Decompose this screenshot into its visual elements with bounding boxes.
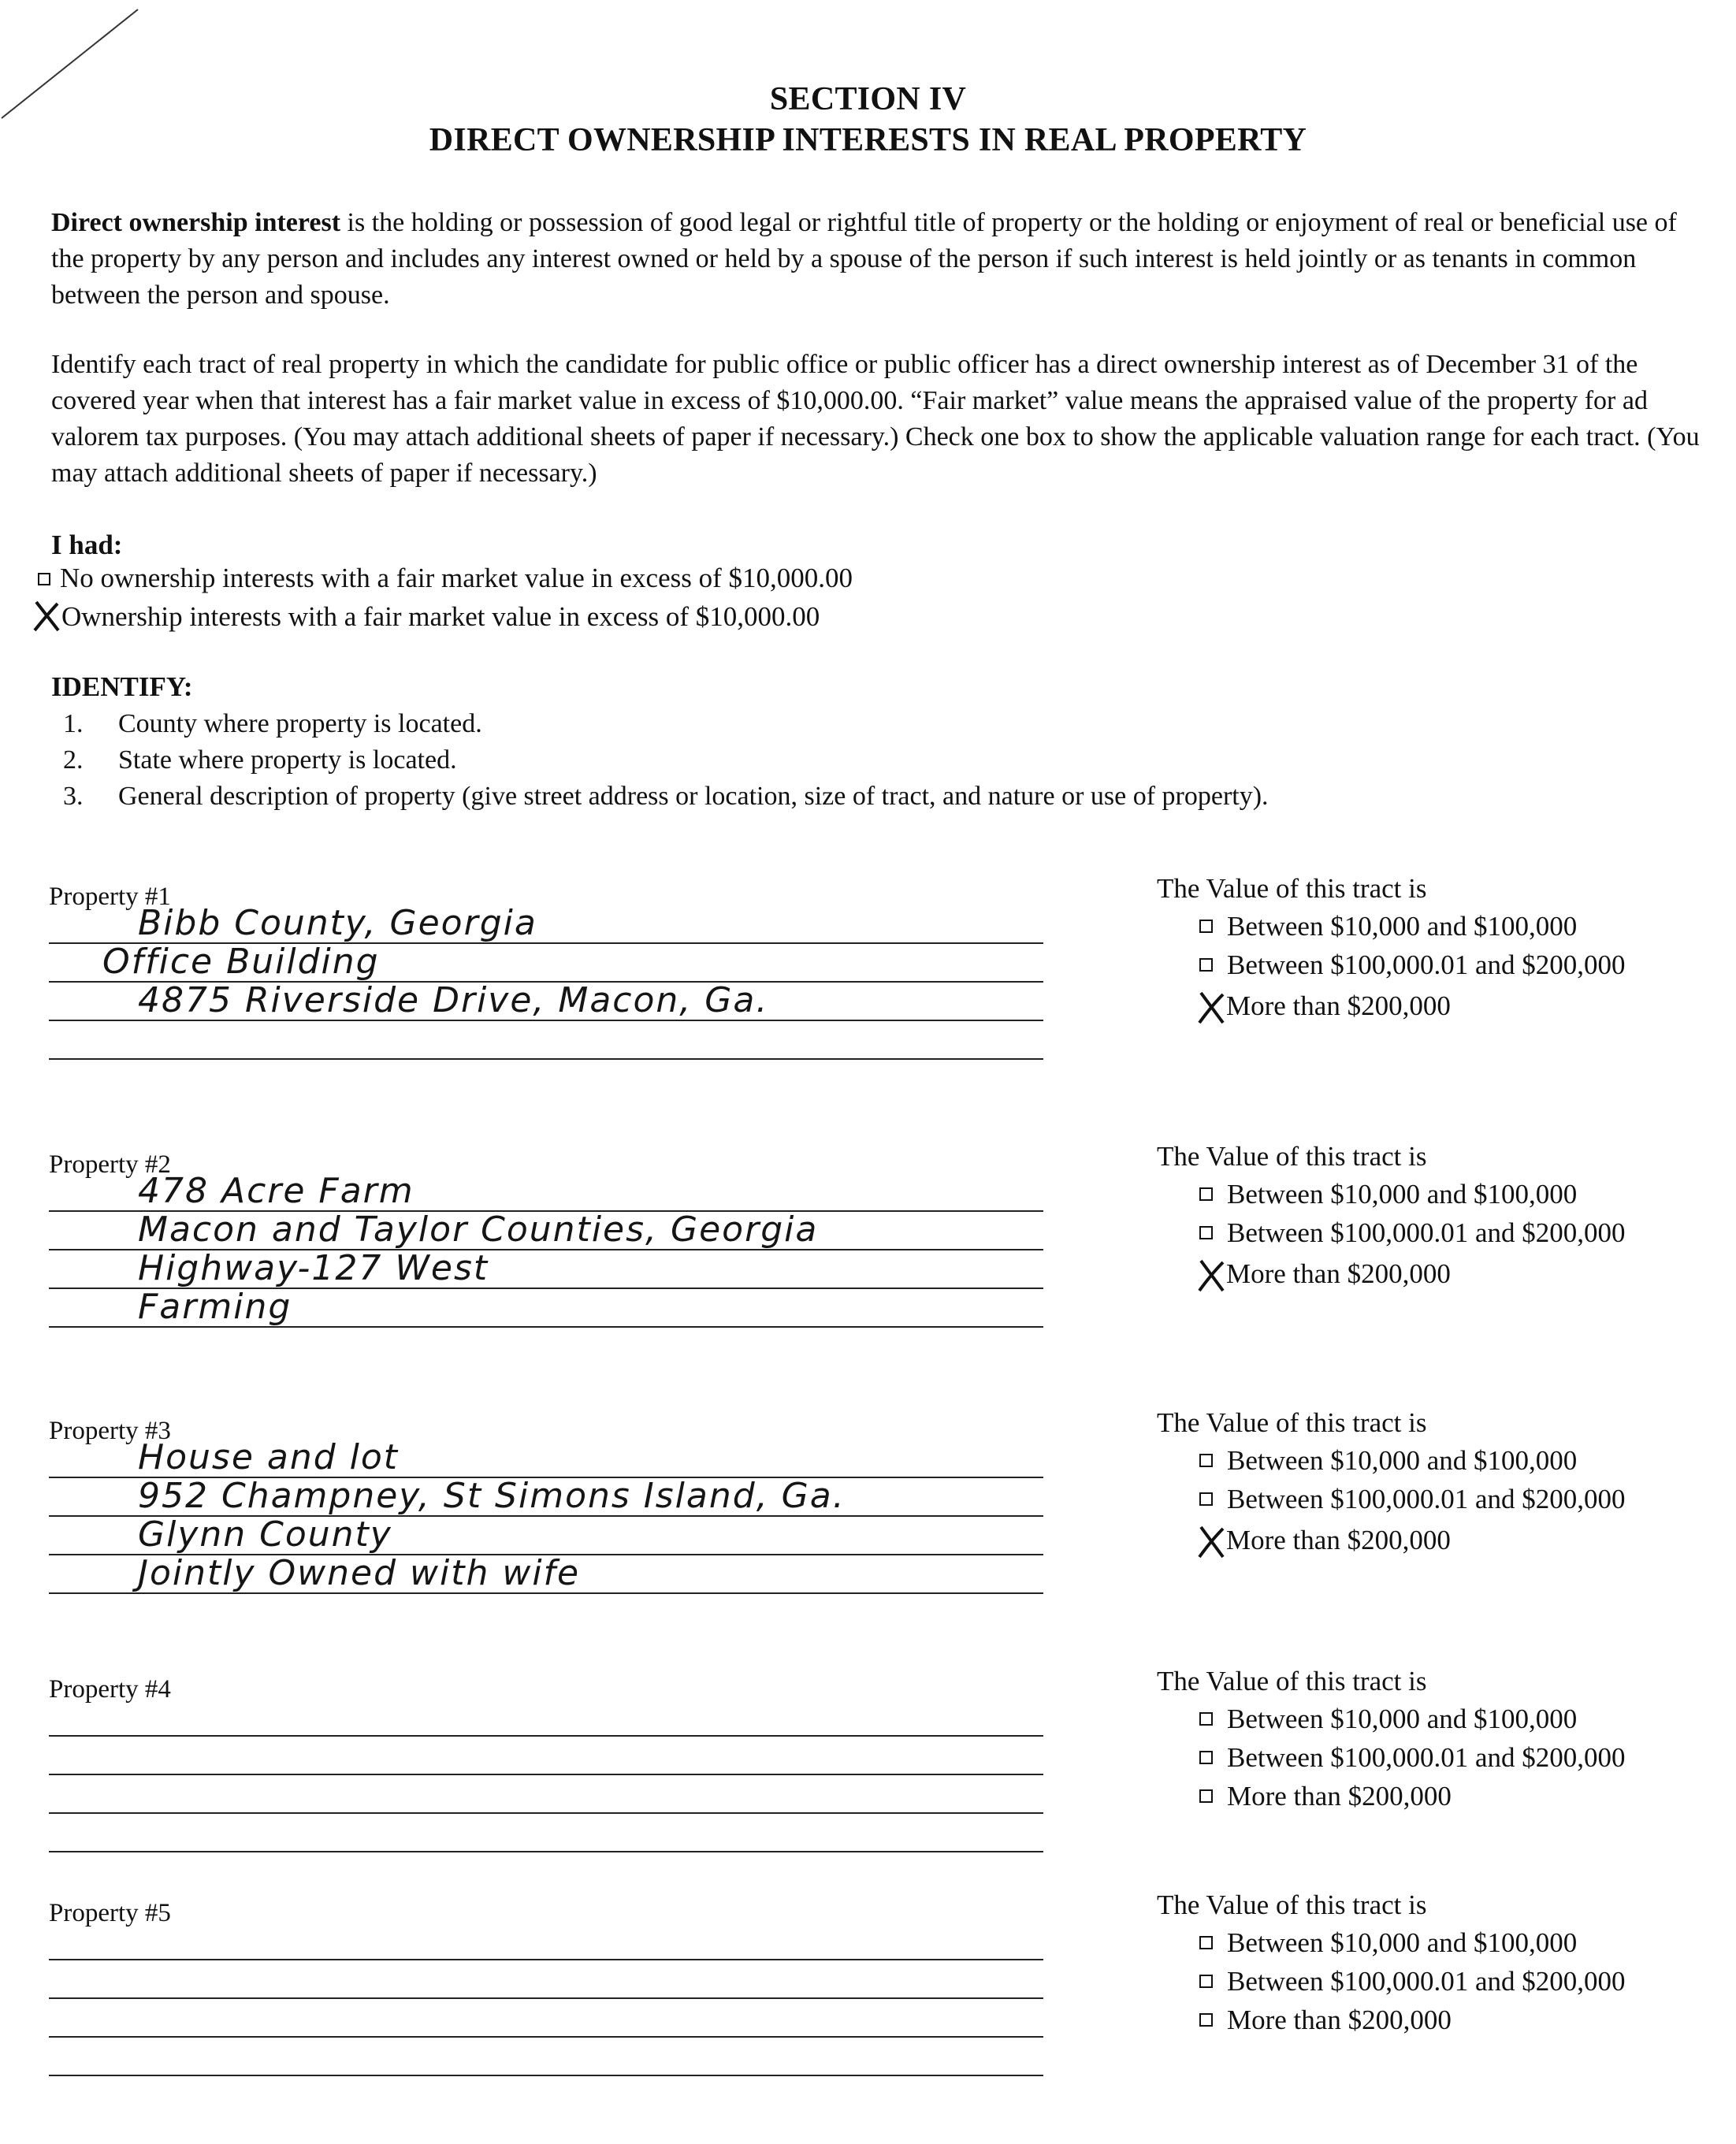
value-option-label: Between $10,000 and $100,000	[1227, 1927, 1578, 1958]
value-option[interactable]	[1199, 1217, 1625, 1249]
property-label: Property #3	[49, 1417, 171, 1445]
checkbox-empty[interactable]	[1199, 920, 1213, 933]
instructions-paragraph: Identify each tract of real property in which the candidate for public office or public officer has a direct ownership interest as of December 31 of the covered year when that interest has a fair market value in excess of $10,000.00. “Fair market” value means the appraised value of the property for ad valorem tax purposes. (You may attach additional sheets of paper if necessary.) Check one box to show the applicable valuation range for each tract. (You may attach additional sheets of paper if necessary.)	[51, 350, 1700, 488]
checkbox-empty[interactable]	[1199, 1975, 1213, 1988]
handwritten-entry: Macon and Taylor Counties, Georgia	[138, 1209, 819, 1250]
value-heading: The Value of this tract is	[1157, 873, 1427, 904]
value-option[interactable]	[1199, 1742, 1625, 1774]
value-option-label: More than $200,000	[1226, 1258, 1451, 1289]
checkbox-empty[interactable]	[38, 573, 50, 585]
checkbox-empty[interactable]	[1199, 1936, 1213, 1949]
checkbox-empty[interactable]	[1199, 1454, 1213, 1467]
entry-line[interactable]	[49, 1058, 1043, 1060]
value-heading: The Value of this tract is	[1157, 1889, 1427, 1920]
value-option[interactable]	[1199, 1927, 1577, 1959]
value-option[interactable]	[1199, 911, 1577, 942]
handwritten-entry: 478 Acre Farm	[138, 1171, 414, 1211]
checkbox-empty[interactable]	[1199, 1226, 1213, 1239]
value-option-label: More than $200,000	[1227, 1781, 1452, 1811]
checkbox-checked-x[interactable]	[32, 599, 58, 630]
value-option[interactable]	[1199, 949, 1625, 981]
entry-line[interactable]	[49, 2036, 1043, 2038]
property-label: Property #4	[49, 1675, 171, 1704]
checkbox-empty[interactable]	[1199, 958, 1213, 972]
value-option[interactable]	[1199, 1781, 1452, 1812]
handwritten-entry: Glynn County	[138, 1514, 392, 1555]
value-option[interactable]	[1199, 1522, 1451, 1557]
no-interest-option[interactable]	[32, 563, 853, 594]
value-option-label: More than $200,000	[1226, 1525, 1451, 1555]
handwritten-entry: 952 Champney, St Simons Island, Ga.	[138, 1476, 846, 1516]
checkbox-empty[interactable]	[1199, 1492, 1213, 1506]
handwritten-entry: Highway-127 West	[138, 1248, 489, 1288]
handwritten-entry: Office Building	[102, 942, 380, 982]
definition-text: is the holding or possession of good legal or rightful title of property or the holding or enjoyment of real or beneficial use of the property by any person and includes any interest owned or held by a spouse of the person if such interest is held jointly or as tenants in common between the person and spouse.	[51, 208, 1677, 310]
checkbox-checked-x[interactable]	[1195, 988, 1226, 1023]
checkbox-checked-x[interactable]	[1195, 1522, 1226, 1557]
value-option-label: More than $200,000	[1227, 2005, 1452, 2035]
property-label: Property #5	[49, 1899, 171, 1927]
value-option-label: Between $10,000 and $100,000	[1227, 1704, 1578, 1734]
value-option-label: Between $10,000 and $100,000	[1227, 1445, 1578, 1476]
handwritten-entry: Jointly Owned with wife	[138, 1553, 581, 1593]
identify-item: 3. General description of property (give street address or location, size of tract, and nature or use of property).	[63, 782, 1269, 811]
value-option[interactable]	[1199, 1256, 1451, 1291]
handwritten-entry: House and lot	[138, 1437, 400, 1477]
option-label: No ownership interests with a fair market value in excess of $10,000.00	[60, 563, 853, 593]
value-option-label: Between $100,000.01 and $200,000	[1227, 1966, 1626, 1997]
checkbox-empty[interactable]	[1199, 1712, 1213, 1726]
value-option-label: Between $10,000 and $100,000	[1227, 1179, 1578, 1209]
entry-line[interactable]	[49, 1735, 1043, 1737]
entry-line[interactable]	[49, 1812, 1043, 1814]
identify-list	[63, 706, 1269, 815]
entry-line[interactable]	[49, 1997, 1043, 1999]
property-label: Property #1	[49, 882, 171, 911]
value-heading: The Value of this tract is	[1157, 1666, 1427, 1696]
section-heading: SECTION IV	[769, 81, 967, 117]
checkbox-checked-x[interactable]	[1195, 1256, 1226, 1291]
checkbox-empty[interactable]	[1199, 1187, 1213, 1201]
handwritten-entry: 4875 Riverside Drive, Macon, Ga.	[138, 980, 769, 1020]
handwritten-entry: Bibb County, Georgia	[138, 903, 537, 943]
value-option-label: Between $100,000.01 and $200,000	[1227, 1217, 1626, 1248]
identify-item: 1. County where property is located.	[63, 709, 482, 738]
value-option[interactable]	[1199, 1704, 1577, 1735]
value-option-label: Between $100,000.01 and $200,000	[1227, 1742, 1626, 1773]
had-heading: I had:	[51, 529, 123, 560]
value-option-label: Between $100,000.01 and $200,000	[1227, 949, 1626, 980]
has-interest-option[interactable]	[32, 599, 820, 633]
value-option-label: Between $100,000.01 and $200,000	[1227, 1484, 1626, 1514]
entry-line[interactable]	[49, 1774, 1043, 1775]
definition-term: Direct ownership interest	[51, 208, 341, 237]
value-heading: The Value of this tract is	[1157, 1407, 1427, 1438]
value-option[interactable]	[1199, 1179, 1577, 1210]
definition-paragraph	[51, 205, 1706, 314]
value-option[interactable]	[1199, 1484, 1625, 1515]
value-option[interactable]	[1199, 988, 1451, 1023]
property-label: Property #2	[49, 1150, 171, 1179]
entry-line[interactable]	[49, 2075, 1043, 2076]
value-option-label: More than $200,000	[1226, 990, 1451, 1021]
value-option[interactable]	[1199, 1445, 1577, 1477]
identify-item: 2. State where property is located.	[63, 745, 457, 775]
handwritten-entry: Farming	[138, 1287, 292, 1327]
identify-heading: IDENTIFY:	[51, 671, 193, 702]
checkbox-empty[interactable]	[1199, 2013, 1213, 2027]
checkbox-empty[interactable]	[1199, 1789, 1213, 1803]
value-option[interactable]	[1199, 2005, 1452, 2036]
entry-line[interactable]	[49, 1851, 1043, 1852]
value-heading: The Value of this tract is	[1157, 1141, 1427, 1172]
value-option-label: Between $10,000 and $100,000	[1227, 911, 1578, 942]
checkbox-empty[interactable]	[1199, 1751, 1213, 1764]
option-label: Ownership interests with a fair market value in excess of $10,000.00	[61, 601, 820, 632]
value-option[interactable]	[1199, 1966, 1625, 1997]
entry-line[interactable]	[49, 1959, 1043, 1960]
page-title: DIRECT OWNERSHIP INTERESTS IN REAL PROPERTY	[429, 122, 1307, 158]
